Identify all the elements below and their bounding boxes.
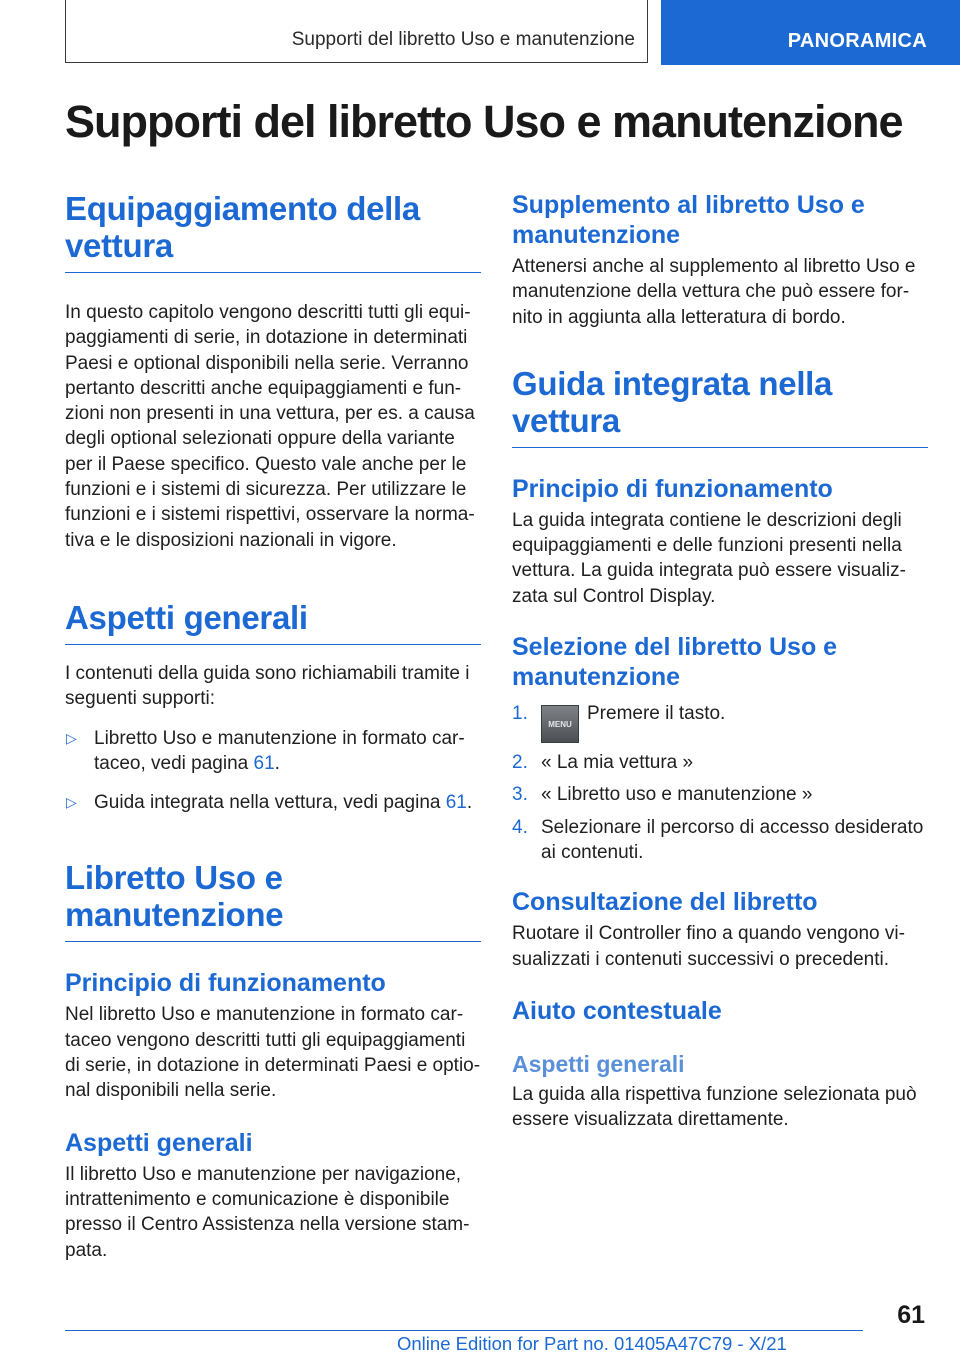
- heading-consultazione: Consultazione del libretto: [512, 888, 818, 917]
- heading-aspetti-generali: Aspetti generali: [65, 599, 481, 645]
- paragraph-consultazione: Ruotare il Controller fino a quando vengono visualizzati i contenuti successivi o precedenti.: [512, 923, 905, 970]
- supports-list: [65, 726, 481, 816]
- paragraph-aiuto-contestuale: La guida alla rispettiva funzione selezionata può essere visualizzata direttamente.: [512, 1083, 917, 1131]
- triangle-bullet-icon: ▷: [66, 794, 77, 811]
- list-item: 1. MENUPremere il tasto.: [512, 701, 928, 743]
- right-column: [512, 190, 928, 1132]
- heading-equipaggiamento: Equipaggiamento della vettura: [65, 190, 481, 273]
- paragraph-aspetti-intro: I contenuti della guida sono richiamabili tramite i seguenti supporti:: [65, 662, 470, 710]
- header-tab-label: PANORAMICA: [787, 30, 927, 52]
- heading-aspetti-contestuale: Aspetti generali: [512, 1050, 685, 1077]
- header-tab[interactable]: [661, 0, 960, 65]
- list-item: 2. « La mia vettura »: [512, 752, 694, 774]
- paragraph-principio-libretto: Nel libretto Uso e manutenzione in formato cartaceo vengono descritti tutti gli equipaggiamenti di serie, in dotazione in determinati Paesi e optional disponibili nella serie.: [65, 1004, 481, 1102]
- heading-aspetti-libretto: Aspetti generali: [65, 1128, 253, 1157]
- paragraph-principio-guida: La guida integrata contiene le descrizioni degli equipaggiamenti e delle funzioni presenti nella vettura. La guida integrata può essere visualizzata sul Control Display.: [512, 509, 906, 607]
- paragraph-equipaggiamento: In questo capitolo vengono descritti tutti gli equipaggiamenti di serie, in dotazione in determinati Paesi e optional disponibili nella serie. Verranno pertanto descritti anche equipaggiamenti e funzioni non presenti in una vettura, per es. a causa degli optional selezionati oppure della variante per il Paese specifico. Questo vale anche per le funzioni e i sistemi di sicurezza. Per utilizzare le funzioni e i sistemi rispettivi, osservare la normativa e le disposizioni nazionali in vigore.: [65, 302, 475, 551]
- footer-divider: [65, 1330, 863, 1331]
- paragraph-aspetti-libretto: Il libretto Uso e manutenzione per navigazione, intrattenimento e comunicazione è disponibile presso il Centro Assistenza nella versione stampata.: [65, 1163, 470, 1261]
- header-section-title: Supporti del libretto Uso e manutenzione: [291, 29, 635, 50]
- heading-libretto: Libretto Uso e manutenzione: [65, 859, 481, 942]
- left-column: [65, 190, 481, 1263]
- page-number: 61: [897, 1301, 925, 1329]
- heading-principio-guida: Principio di funzionamento: [512, 474, 833, 503]
- list-item: ▷ Guida integrata nella vettura, vedi pagina 61.: [65, 790, 481, 815]
- heading-supplemento: Supplemento al libretto Uso e manutenzione: [512, 191, 865, 249]
- list-item: ▷ Libretto Uso e manutenzione in formato cartaceo, vedi pagina 61.: [66, 727, 465, 774]
- triangle-bullet-icon: ▷: [66, 729, 77, 746]
- heading-selezione: Selezione del libretto Uso e manutenzione: [512, 633, 838, 692]
- list-item: 4. Selezionare il percorso di accesso desiderato ai contenuti.: [512, 816, 924, 863]
- list-item: 3. « Libretto uso e manutenzione »: [512, 784, 813, 806]
- page-title: Supporti del libretto Uso e manutenzione: [65, 96, 903, 147]
- menu-button-icon: MENU: [541, 705, 579, 743]
- page-ref-link[interactable]: 61: [445, 792, 467, 814]
- heading-guida-integrata: Guida integrata nella vettura: [512, 365, 928, 448]
- header-section-box: [65, 0, 648, 63]
- paragraph-supplemento: Attenersi anche al supplemento al libretto Uso e manutenzione della vettura che può essere fornito in aggiunta alla letteratura di bordo.: [512, 256, 916, 328]
- footer-edition: Online Edition for Part no. 01405A47C79 - X/21: [397, 1333, 787, 1354]
- heading-aiuto-contestuale: Aiuto contestuale: [512, 996, 722, 1025]
- selection-steps: [512, 701, 928, 865]
- page-ref-link[interactable]: 61: [253, 752, 275, 774]
- heading-principio-libretto: Principio di funzionamento: [65, 969, 386, 998]
